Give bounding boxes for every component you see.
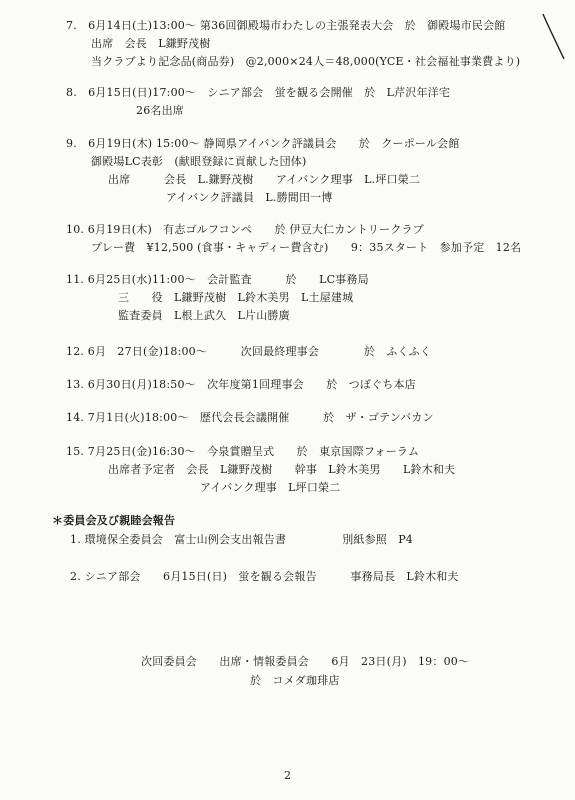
- item-10-line1: 10. 6月19日(木) 有志ゴルフコンペ 於 伊豆大仁カントリークラブ: [66, 223, 424, 236]
- item-13-line1: 13. 6月30日(月)18:50～ 次年度第1回理事会 於 つぼぐち本店: [66, 378, 416, 391]
- item-8-line1: 8. 6月15日(日)17:00～ シニア部会 蛍を観る会開催 於 L芹沢年洋宅: [66, 86, 451, 99]
- item-9-line3: 出席 会長 L.鎌野茂樹 アイバンク理事 L.坪口榮二: [108, 173, 421, 186]
- pen-stroke-mark: [537, 10, 567, 62]
- item-9-line4: アイバンク評議員 L.勝間田一博: [166, 191, 333, 204]
- page-number: 2: [284, 769, 292, 782]
- item-15-line1: 15. 7月25日(金)16:30～ 今泉賞贈呈式 於 東京国際フォーラム: [66, 445, 420, 458]
- item-7-line2: 出席 会長 L鎌野茂樹: [91, 37, 211, 50]
- item-11-line2: 三 役 L鎌野茂樹 L鈴木美男 L土屋建城: [118, 291, 354, 304]
- committee-report-2: 2. シニア部会 6月15日(日) 蛍を観る会報告 事務局長 L鈴木和夫: [70, 570, 459, 583]
- next-meeting-line2: 於 コメダ珈琲店: [250, 674, 340, 687]
- item-11-line1: 11. 6月25日(水)11:00～ 会計監査 於 LC事務局: [66, 273, 369, 286]
- item-8-line2: 26名出席: [136, 104, 184, 117]
- committee-heading: ＊委員会及び親睦会報告: [52, 514, 176, 527]
- item-9-line1: 9. 6月19日(木) 15:00～ 静岡県アイバンク評議員会 於 クーポール会館: [66, 137, 460, 150]
- item-15-line2: 出席者予定者 会長 L鎌野茂樹 幹事 L鈴木美男 L鈴木和夫: [108, 463, 456, 476]
- item-15-line3: アイバンク理事 L坪口榮二: [200, 481, 341, 494]
- item-12-line1: 12. 6月 27日(金)18:00～ 次回最終理事会 於 ふくふく: [66, 345, 432, 358]
- item-7-line3: 当クラブより記念品(商品券) @2,000×24人＝48,000(YCE・社会福祉事業費より): [91, 55, 521, 68]
- item-11-line3: 監査委員 L根上武久 L片山勝廣: [118, 309, 290, 322]
- item-14-line1: 14. 7月1日(火)18:00～ 歴代会長会議開催 於 ザ・ゴテンバカン: [66, 411, 434, 424]
- item-7-line1: 7. 6月14日(土)13:00～ 第36回御殿場市わたしの主張発表大会 於 御殿場市民会館: [66, 19, 506, 32]
- item-9-line2: 御殿場LC表彰 (献眼登録に貢献した団体): [91, 155, 307, 168]
- next-meeting-line1: 次回委員会 出席・情報委員会 6月 23日(月) 19：00～: [141, 655, 470, 668]
- committee-report-1: 1. 環境保全委員会 富士山例会支出報告書 別紙参照 P4: [70, 533, 413, 546]
- item-10-line2: プレー費 ¥12,500 (食事・キャディー費含む) 9：35スタート 参加予定 12名: [91, 241, 522, 254]
